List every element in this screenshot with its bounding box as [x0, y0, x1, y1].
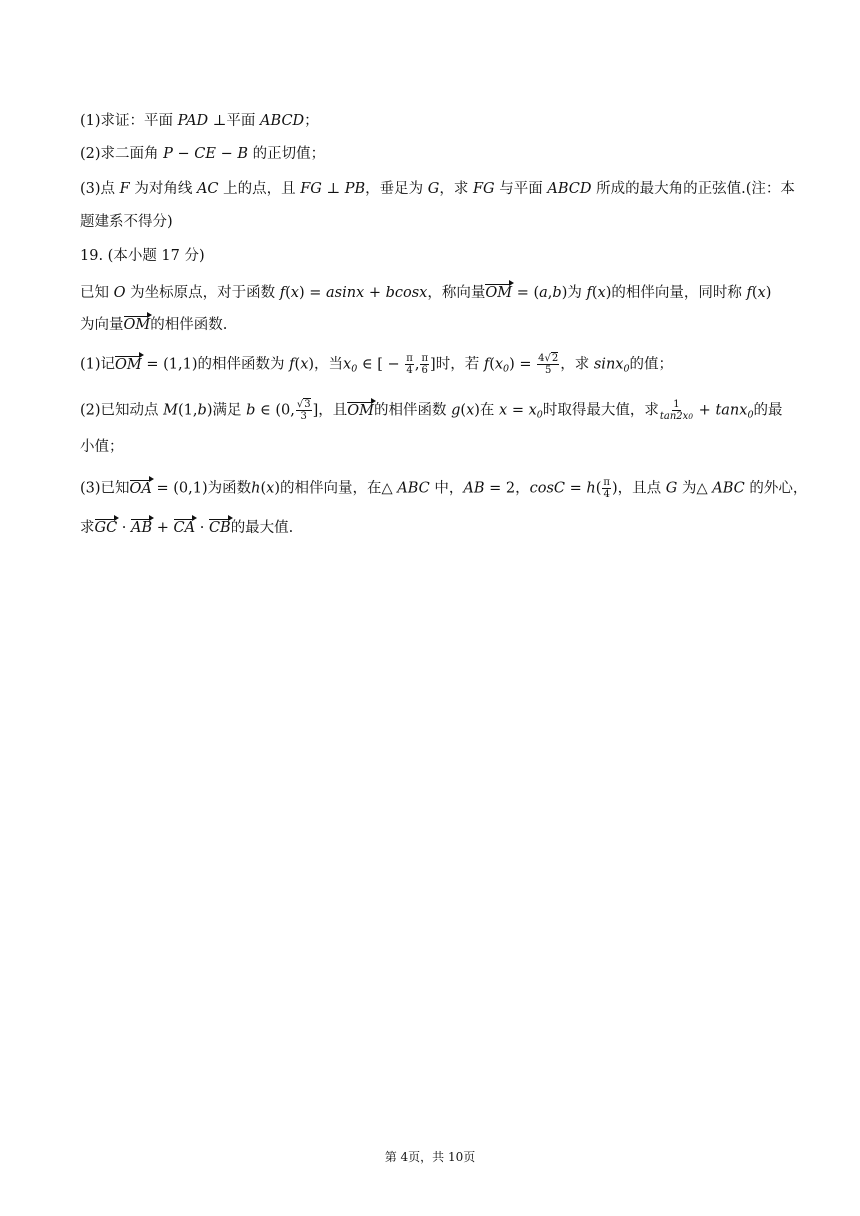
- q19-header: [80, 246, 205, 266]
- q19-part2-line2: [80, 437, 124, 457]
- vector-om: OM: [485, 285, 513, 301]
- page-footer: 第 4页，共 10页: [384, 1150, 476, 1164]
- q19-intro-line1: 已知 O 为坐标原点，对于函数 f(x) = asinx + bcosx，称向量OM = (a,b)为 f(x)的相伴向量，同时称 f(x): [80, 285, 772, 301]
- q19-intro-line2: 为向量OM的相伴函数.: [80, 317, 228, 333]
- vector-om: OM: [115, 356, 142, 373]
- q19-part3-line1: (3)已知OA = (0,1)为函数h(x)的相伴向量，在△ ABC 中，AB = 2，cosC = h( $\frac{\pi}{4}$ )，且点 G 为△ ABC 的外心，: [80, 477, 808, 500]
- q18-part3-continuation: 题建系不得分): [80, 214, 173, 230]
- q18-part1: (1)求证：平面 PAD ⊥平面 ABCD；: [80, 113, 319, 129]
- fraction-pi-4: $\frac{\pi}{4}$: [603, 477, 610, 500]
- vector-om: OM: [347, 402, 374, 419]
- vector-ab: AB: [131, 520, 153, 536]
- vector-oa: OA: [129, 480, 152, 497]
- fraction-1-tan2x0: $\frac{1}{\tan 2x0}$: [659, 399, 694, 422]
- q19-part2-line1: (2)已知动点 M(1,b)满足 b ∈ (0, $\frac{√3}{3}$ ]，且OM的相伴函数 g(x)在 $x = x_0$时取得最大值，求 $\frac{1}{\tan 2x0}$ + tanx$_0$的最: [80, 399, 783, 422]
- q18-part3-line1: (3)点 F 为对角线 AC 上的点，且 FG ⊥ PB，垂足为 G，求 FG 与平面 ABCD 所成的最大角的正弦值.(注：本: [80, 181, 795, 197]
- q19-part2-continuation: 小值；: [80, 439, 124, 455]
- question-number: 19. (本小题 17 分): [80, 248, 205, 264]
- q19-part1: (1)记OM = (1,1)的相伴函数为 f(x)，当$x_0$ ∈ [ − $\frac{\pi}{4}$ , $\frac{\pi}{6}$ ]时，若 $f(x_0)$ = $\frac{4√2}{5}$ ，求 sinx$_0$的值；: [80, 353, 674, 376]
- fraction-pi-6: $\frac{\pi}{6}$: [421, 353, 429, 376]
- vector-cb: CB: [208, 520, 231, 536]
- fraction-4sqrt2-5: $\frac{4√2}{5}$: [538, 353, 559, 376]
- fraction-pi-4: $\frac{\pi}{4}$: [406, 353, 413, 376]
- vector-gc: GC: [94, 520, 118, 536]
- q19-part3-line2: 求GC · AB + CA · CB的最大值.: [80, 520, 294, 536]
- vector-ca: CA: [173, 520, 196, 536]
- q18-part2: (2)求二面角 P − CE − B 的正切值；: [80, 146, 326, 162]
- text-run: (1)求证：平面: [80, 113, 178, 129]
- q18-part3-line2: [80, 212, 173, 232]
- vector-om: OM: [123, 317, 151, 333]
- fraction-sqrt3-3: $\frac{√3}{3}$: [296, 399, 311, 422]
